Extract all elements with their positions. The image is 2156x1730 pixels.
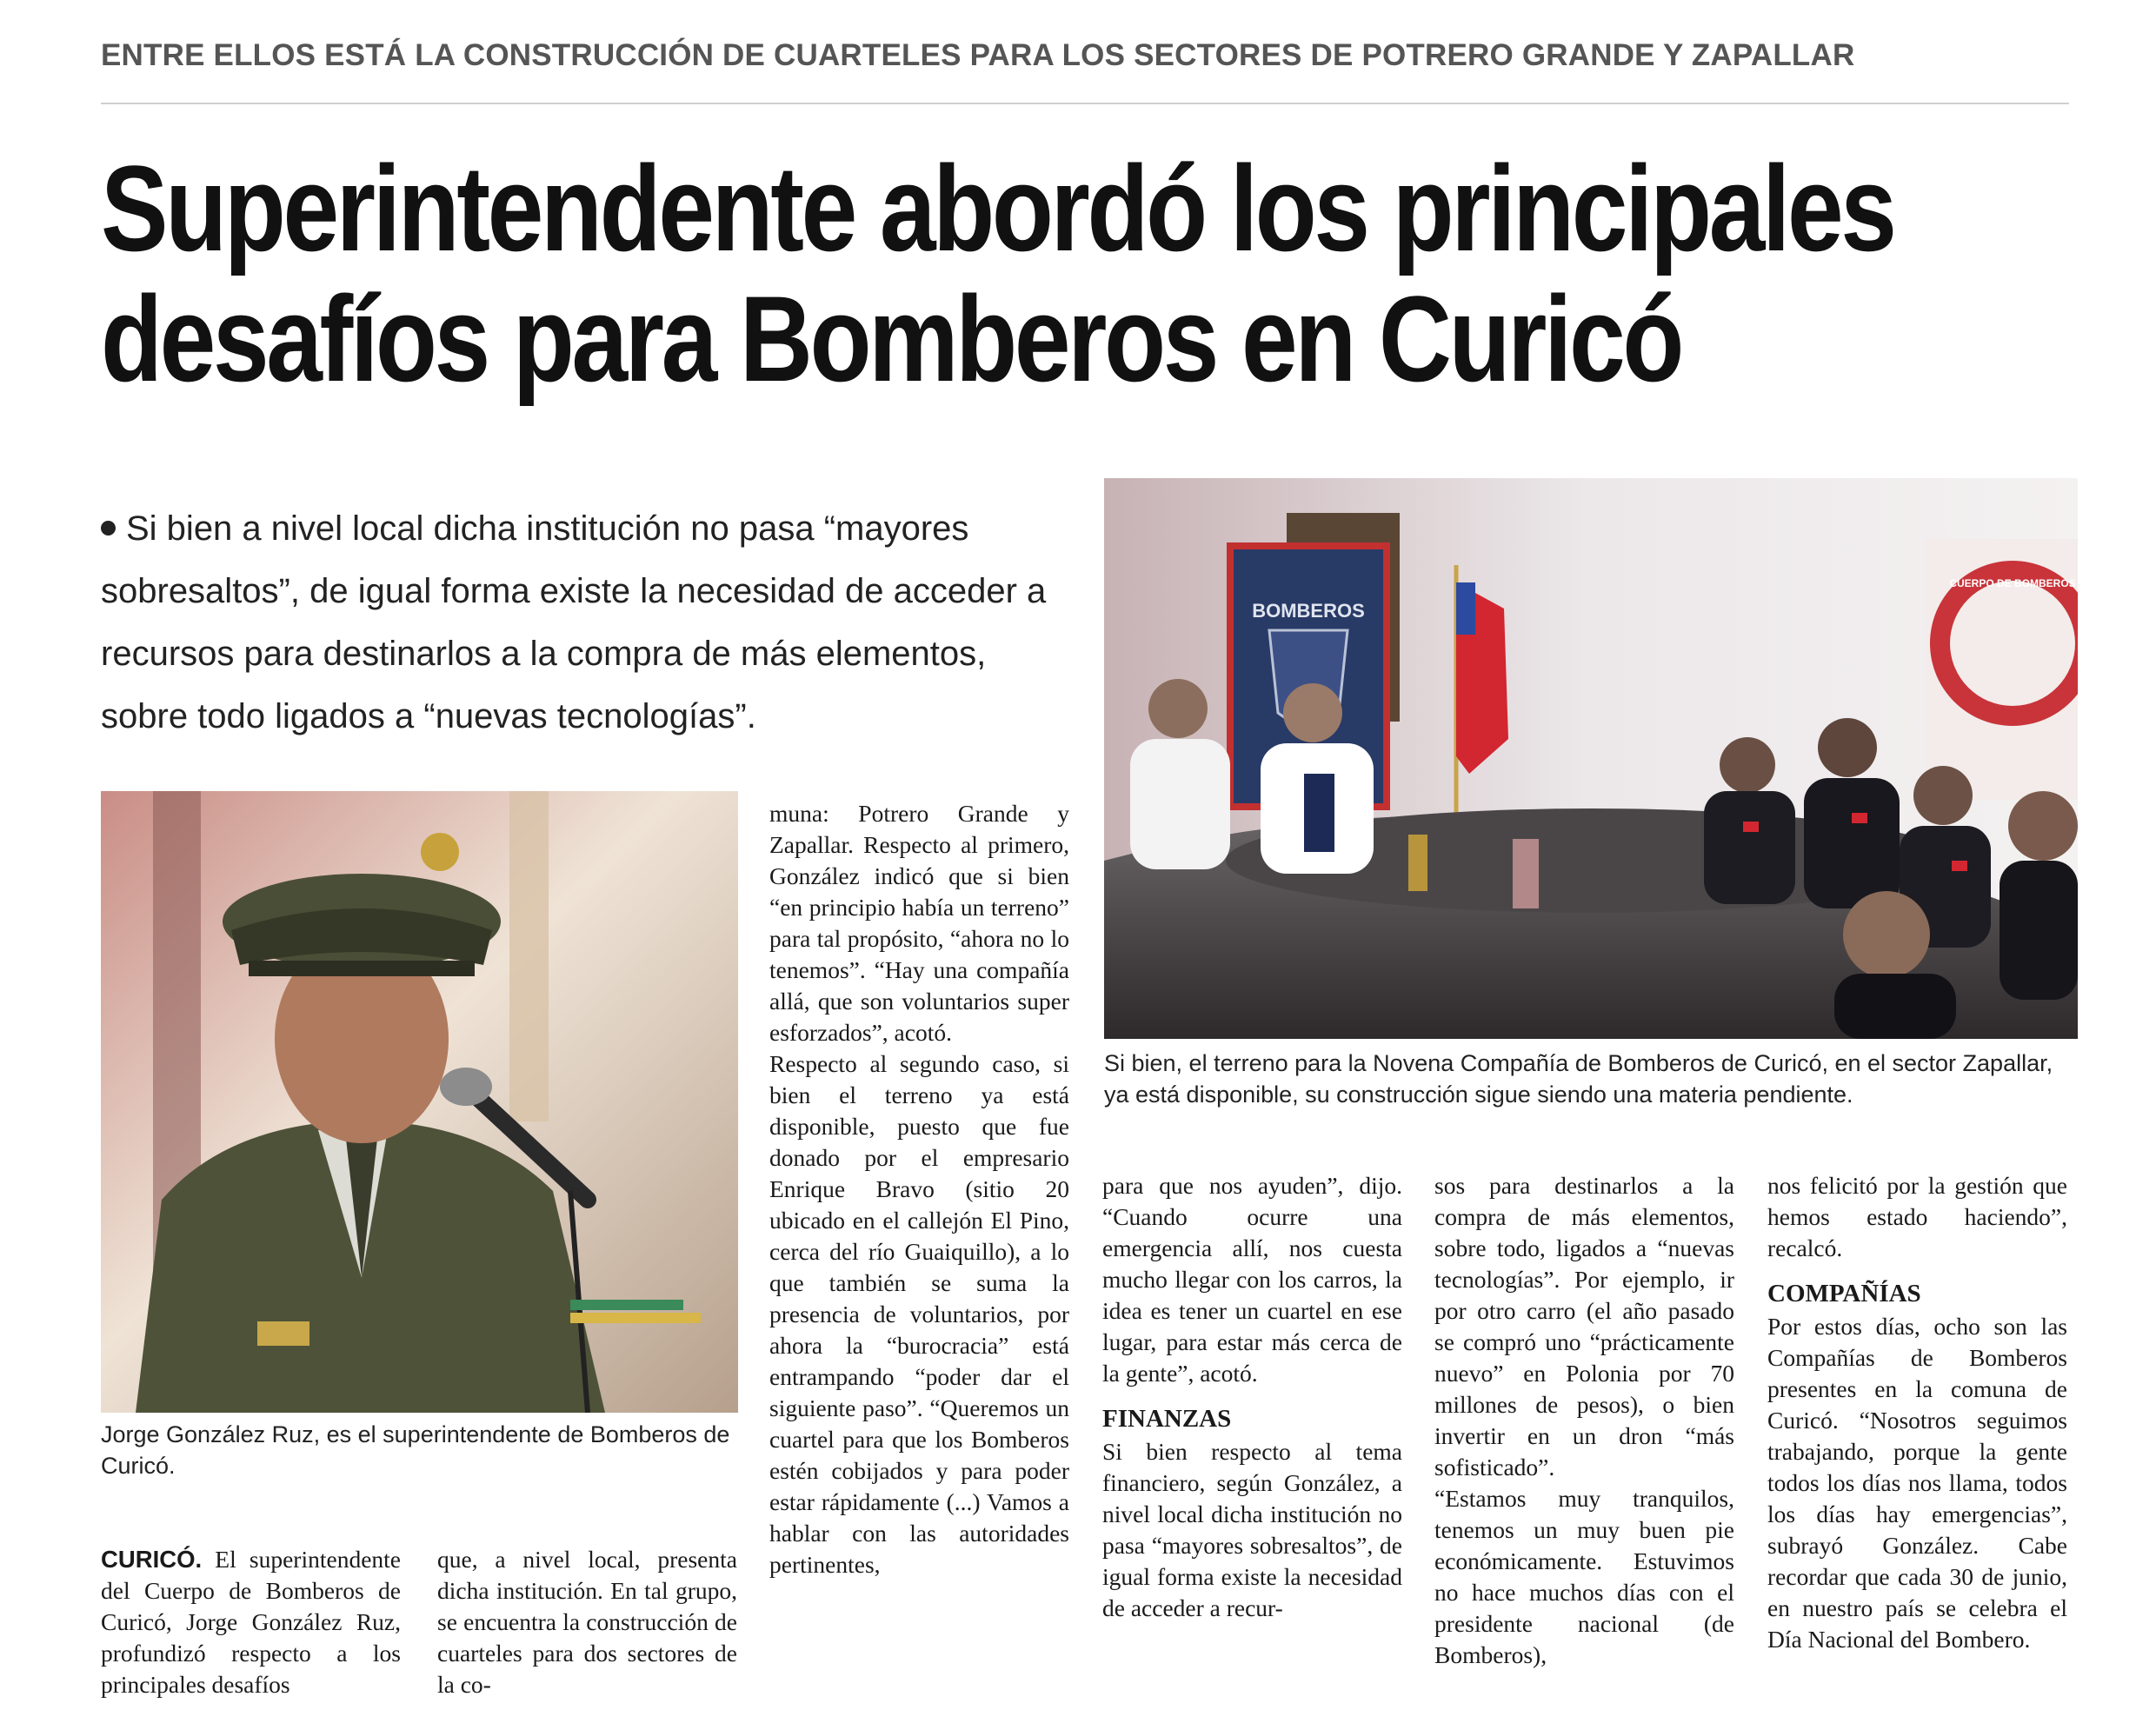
body-column-4-paragraph-2: Si bien respecto al tema financiero, según González, a nivel local dicha institución no pasa “mayores sobresaltos”, de igual forma existe la necesidad de acceder a recur- [1102,1438,1402,1621]
lede [101,497,1075,748]
body-column-2-text: que, a nivel local, presenta dicha institución. En tal grupo, se encuentra la construcción de cuarteles para dos sectores de la co- [437,1546,737,1698]
subheading-companias: COMPAÑÍAS [1767,1280,1921,1307]
body-column-6-paragraph-2: Por estos días, ocho son las Compañías de Bomberos presentes en la comuna de Curicó. “Nosotros seguimos trabajando, porque la gente todos los días nos llama, todos los días hay emergencias”, subrayó González. Cabe recordar que cada 30 de junio, en nuestro país se celebra el Día Nacional del Bombero. [1767,1313,2067,1653]
body-column-6 [1767,1170,2067,1655]
kicker: ENTRE ELLOS ESTÁ LA CONSTRUCCIÓN DE CUARTELES PARA LOS SECTORES DE POTRERO GRANDE Y ZAPALLAR [101,38,1855,72]
portrait-photo [101,791,738,1413]
banner-right-text: CUERPO DE BOMBEROS [1949,577,2076,589]
lede-text: Si bien a nivel local dicha institución no pasa “mayores sobresaltos”, de igual forma existe la necesidad de acceder a recursos para destinarlos a la compra de más elementos, sobre todo ligados a “nuevas tecnologías”. [101,509,1047,735]
body-column-1-text: El superintendente del Cuerpo de Bomberos de Curicó, Jorge González Ruz, profundizó respecto a los principales desafíos [101,1546,402,1698]
meeting-photo-caption: Si bien, el terreno para la Novena Compañía de Bomberos de Curicó, en el sector Zapallar, ya está disponible, su construcción sigue siendo una materia pendiente. [1104,1050,2053,1108]
subheading-finanzas: FINANZAS [1102,1405,1232,1433]
bullet-icon [101,521,116,536]
body-column-3-paragraph-2: Respecto al segundo caso, si bien el terreno ya está disponible, puesto que fue donado por el empresario Enrique Bravo (sitio 20 ubicado en el callejón El Pino, cerca del río Guaiquillo), a lo que también se suma la presencia de voluntarios, por ahora la “burocracia” está entrampando “poder dar el siguiente paso”. “Queremos un cuartel para que los Bomberos estén cobijados y para poder estar rápidamente (...) Vamos a hablar con las autoridades pertinentes, [769,1050,1069,1578]
headline-line-1: Superintendente abordó los principales [101,140,1894,276]
body-column-5 [1434,1170,1734,1671]
body-column-5-paragraph-2: “Estamos muy tranquilos, tenemos un muy buen pie económicamente. Estuvimos no hace muchos días con el presidente nacional (de Bomberos), [1434,1485,1734,1668]
body-column-4 [1102,1170,1402,1624]
body-column-6-paragraph-1: nos felicitó por la gestión que hemos estado haciendo”, recalcó. [1767,1172,2067,1261]
body-column-3-paragraph-1: muna: Potrero Grande y Zapallar. Respecto al primero, González indicó que si bien “en principio había un terreno” para tal propósito, “ahora no lo tenemos”. “Hay una compañía allá, que son voluntarios super esforzados”, acotó. [769,800,1069,1046]
meeting-photo [1104,478,2078,1039]
headline-line-2: desafíos para Bomberos en Curicó [101,270,1682,407]
body-column-2 [437,1544,737,1700]
divider [101,103,2069,104]
body-column-1 [101,1544,401,1700]
portrait-photo-caption: Jorge González Ruz, es el superintendente de Bomberos de Curicó. [101,1421,730,1479]
dateline: CURICÓ. [101,1546,203,1573]
headline [101,140,1894,407]
body-column-3 [769,798,1069,1580]
body-column-4-paragraph-1: para que nos ayuden”, dijo. “Cuando ocurre una emergencia allí, nos cuesta mucho llegar con los carros, la idea es tener un cuartel en ese lugar, para estar más cerca de la gente”, acotó. [1102,1172,1402,1387]
banner-left-text: BOMBEROS [1252,600,1365,622]
body-column-5-paragraph-1: sos para destinarlos a la compra de más elementos, sobre todo, ligados a “nuevas tecnologías”. Por ejemplo, ir por otro carro (el año pasado se compró uno “prácticamente nuevo” en Polonia por 70 millones de pesos), o bien invertir en un dron “más sofisticado”. [1434,1172,1734,1480]
